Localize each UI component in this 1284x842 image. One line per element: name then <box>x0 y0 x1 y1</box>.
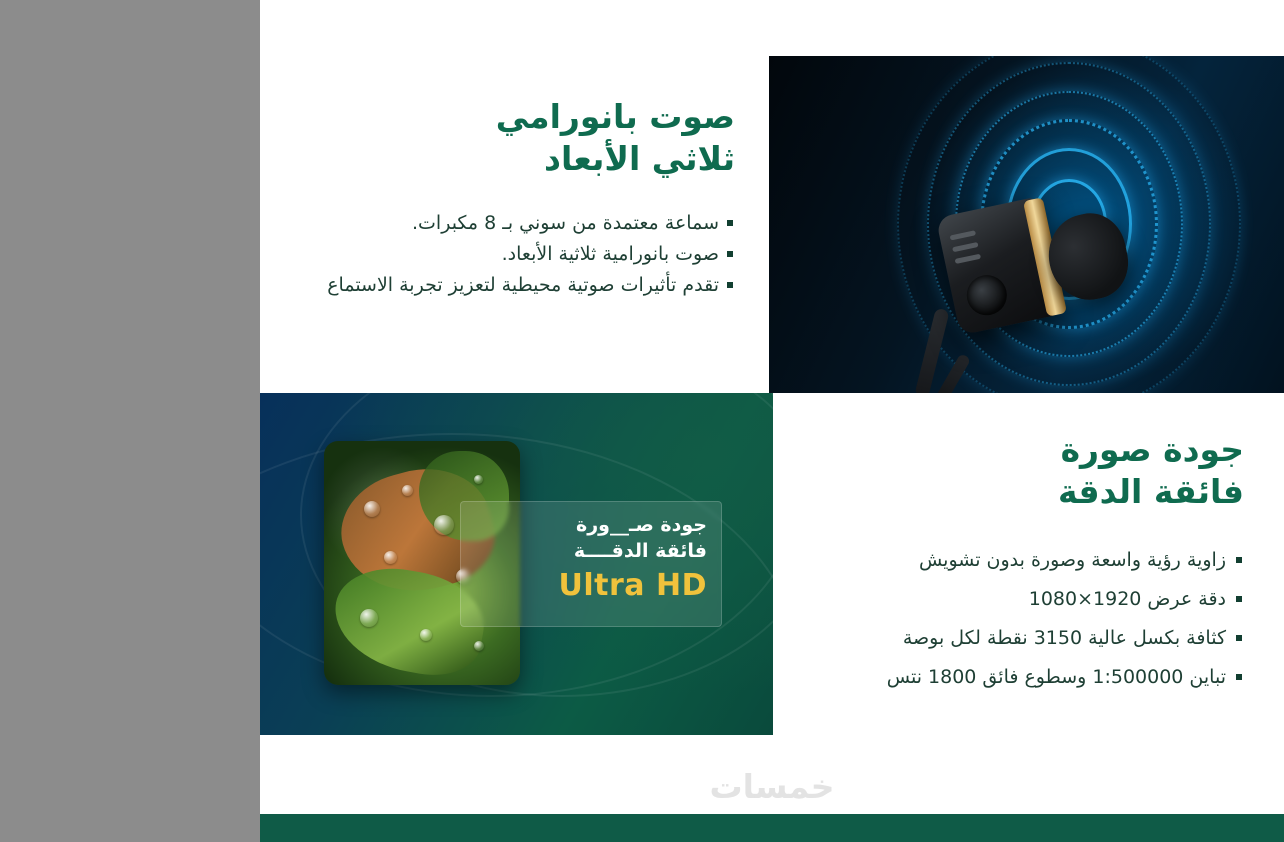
content-sheet <box>260 0 1284 842</box>
panoramic-audio-heading <box>294 96 735 180</box>
water-drop <box>360 609 378 627</box>
water-drop <box>474 475 483 484</box>
heading-line-1: صوت بانورامي <box>495 97 735 136</box>
section-image-quality <box>260 393 1284 735</box>
earphone-ridge <box>952 242 978 252</box>
list-item: كثافة بكسل عالية 3150 نقطة لكل بوصة <box>803 619 1244 658</box>
heading-line-1: جودة صورة <box>1060 430 1244 469</box>
footer-bar <box>260 814 1284 842</box>
water-drop <box>474 641 484 651</box>
badge-line-1: جودة صـ__ورة <box>575 514 707 536</box>
water-drop <box>420 629 432 641</box>
image-quality-bullets <box>803 541 1244 697</box>
left-gutter <box>0 0 260 842</box>
heading-line-2: ثلاثي الأبعاد <box>544 139 735 179</box>
water-drop <box>384 551 397 564</box>
list-item: سماعة معتمدة من سوني بـ 8 مكبرات. <box>294 208 735 239</box>
ultra-hd-label: Ultra HD <box>558 568 707 603</box>
heading-line-2: فائقة الدقة <box>1057 472 1244 512</box>
image-quality-text <box>773 393 1284 735</box>
water-drop <box>364 501 380 517</box>
panoramic-audio-bullets <box>294 208 735 300</box>
water-drop <box>402 485 413 496</box>
earphone-port <box>963 271 1010 318</box>
water-drop <box>434 515 454 535</box>
watermark: خمسات <box>709 767 835 806</box>
list-item: صوت بانورامية ثلاثية الأبعاد. <box>294 239 735 270</box>
ultra-hd-badge <box>460 501 722 627</box>
ultra-hd-panel <box>260 393 773 735</box>
list-item: زاوية رؤية واسعة وصورة بدون تشويش <box>803 541 1244 580</box>
section-panoramic-audio <box>260 56 1284 393</box>
earphone-sound-waves-image <box>769 56 1284 393</box>
badge-line-2: فائقة الدقــــة <box>573 540 707 562</box>
earphone-ridge <box>950 230 976 240</box>
list-item: دقة عرض 1920×1080 <box>803 580 1244 619</box>
image-quality-heading <box>803 429 1244 513</box>
panoramic-audio-text <box>260 56 769 393</box>
list-item: تباين 1:500000 وسطوع فائق 1800 نتس <box>803 658 1244 697</box>
list-item: تقدم تأثيرات صوتية محيطية لتعزيز تجربة الاستماع <box>294 270 735 301</box>
earphone-ridge <box>955 254 981 264</box>
